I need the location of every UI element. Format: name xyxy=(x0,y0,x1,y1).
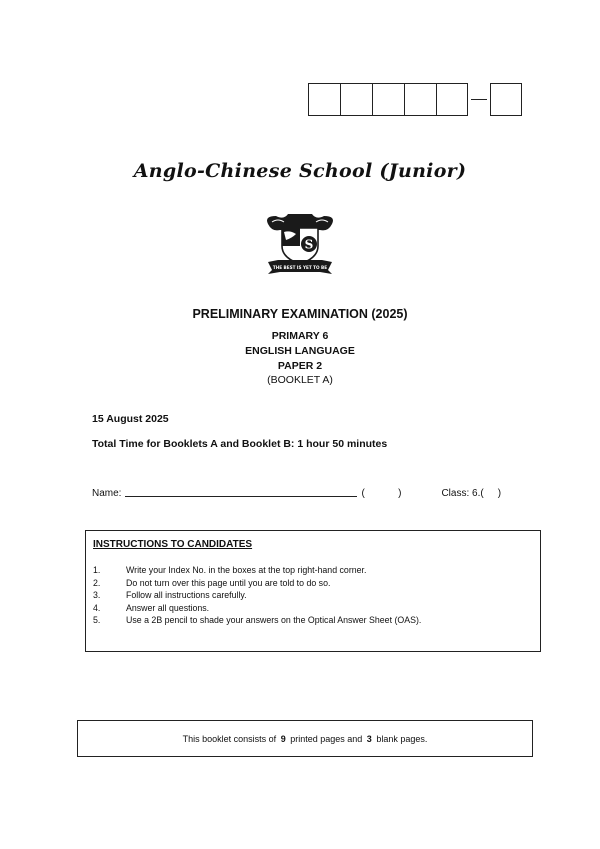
school-crest-logo xyxy=(262,210,338,276)
class-close[interactable]: ) xyxy=(497,488,502,499)
exam-paper: PAPER 2 xyxy=(277,360,323,372)
crest-letter: S xyxy=(304,237,314,252)
printed-page-count: 9 xyxy=(280,733,286,744)
instruction-item xyxy=(93,602,421,615)
index-dash xyxy=(471,99,487,100)
exam-date: 15 August 2025 xyxy=(92,413,169,425)
index-box-1[interactable] xyxy=(308,83,340,116)
candidate-details-row xyxy=(92,488,532,499)
crest-motto: THE BEST IS YET TO BE xyxy=(272,265,328,270)
blank-page-count: 3 xyxy=(366,733,372,744)
instruction-number: 5. xyxy=(93,615,101,626)
instruction-number: 3. xyxy=(93,590,101,601)
name-field[interactable] xyxy=(125,495,357,497)
paren-close: ) xyxy=(398,488,402,499)
instruction-number: 2. xyxy=(93,577,101,588)
instruction-text: Do not turn over this page until you are told to do so. xyxy=(126,577,331,588)
instruction-text: Follow all instructions carefully. xyxy=(126,590,247,601)
instruction-item xyxy=(93,589,421,602)
instructions-heading: INSTRUCTIONS TO CANDIDATES xyxy=(93,539,253,550)
instruction-text: Answer all questions. xyxy=(126,602,210,613)
class-label: Class: 6.( xyxy=(441,488,484,499)
instruction-item xyxy=(93,614,421,627)
index-number-boxes xyxy=(308,83,522,116)
index-box-2[interactable] xyxy=(340,83,372,116)
exam-level: PRIMARY 6 xyxy=(271,330,329,342)
page-count-middle: printed pages and xyxy=(290,733,363,744)
instruction-text: Use a 2B pencil to shade your answers on the Optical Answer Sheet (OAS). xyxy=(126,615,422,626)
instruction-text: Write your Index No. in the boxes at the top right-hand corner. xyxy=(126,565,367,575)
instruction-item xyxy=(93,577,421,590)
total-time: Total Time for Booklets A and Booklet B: 1 hour 50 minutes xyxy=(92,438,388,450)
paren-open: ( xyxy=(361,488,365,499)
instructions-list xyxy=(93,564,421,627)
instruction-item xyxy=(93,564,421,577)
exam-subject: ENGLISH LANGUAGE xyxy=(245,345,355,357)
page-count-suffix: blank pages. xyxy=(376,733,428,744)
instructions-box xyxy=(85,530,541,652)
exam-title: PRELIMINARY EXAMINATION (2025) xyxy=(192,307,408,321)
index-box-6[interactable] xyxy=(490,83,522,116)
register-number-field[interactable] xyxy=(361,488,401,499)
page-count-box xyxy=(77,720,533,757)
exam-booklet: (BOOKLET A) xyxy=(267,374,333,386)
school-name: Anglo-Chinese School (Junior) xyxy=(133,160,467,182)
index-box-3[interactable] xyxy=(372,83,404,116)
page-count-prefix: This booklet consists of xyxy=(182,733,277,744)
index-box-4[interactable] xyxy=(404,83,436,116)
name-label: Name: xyxy=(92,488,122,499)
instruction-number: 1. xyxy=(93,565,101,575)
index-box-5[interactable] xyxy=(436,83,468,116)
instruction-number: 4. xyxy=(93,602,101,613)
